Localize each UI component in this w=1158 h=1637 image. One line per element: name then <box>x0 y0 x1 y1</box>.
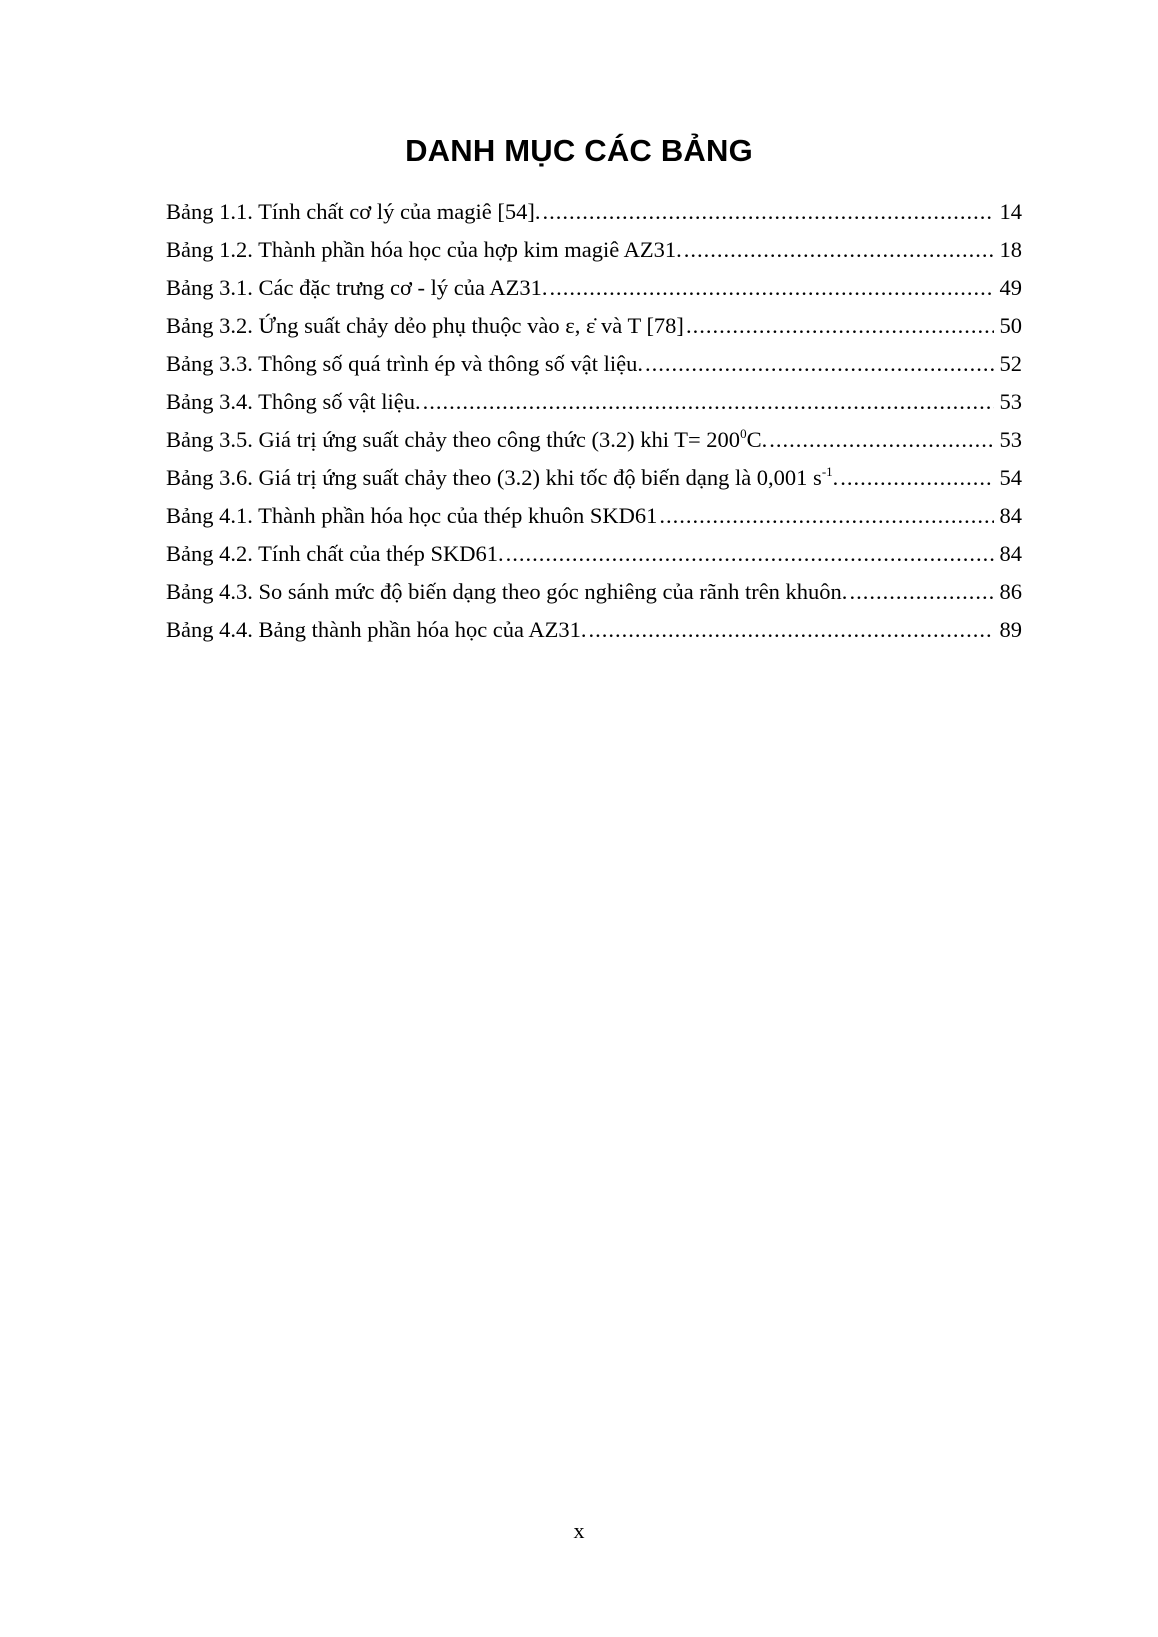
list-item[interactable] <box>166 611 1022 649</box>
entry-label <box>166 421 769 459</box>
entry-label: Bảng 3.4. Thông số vật liệu. <box>166 389 421 414</box>
entry-label <box>166 459 840 497</box>
footer-page-number: x <box>573 1518 585 1543</box>
list-item[interactable] <box>166 269 1022 307</box>
dot-leader <box>684 231 994 269</box>
entry-label: Bảng 3.1. Các đặc trưng cơ - lý của AZ31. <box>166 275 548 300</box>
dot-leader <box>589 611 994 649</box>
entry-page-number: 14 <box>999 199 1022 224</box>
entry-page-number: 84 <box>999 541 1022 566</box>
entry-label-text: Bảng 3.6. Giá trị ứng suất chảy theo (3.2) khi tốc độ biến dạng là 0,001 s <box>166 465 822 490</box>
entry-page-number: 53 <box>999 427 1022 452</box>
entry-page-number: 89 <box>999 617 1022 642</box>
dot-leader <box>543 193 994 231</box>
entry-page-number: 18 <box>999 237 1022 262</box>
list-item[interactable] <box>166 383 1022 421</box>
entry-page-number: 86 <box>999 579 1022 604</box>
superscript-degree: 0 <box>740 426 747 441</box>
entry-label: Bảng 1.2. Thành phần hóa học của hợp kim magiê AZ31. <box>166 237 682 262</box>
entry-label: Bảng 4.3. So sánh mức độ biến dạng theo góc nghiêng của rãnh trên khuôn. <box>166 579 848 604</box>
list-item[interactable] <box>166 345 1022 383</box>
list-item[interactable] <box>166 497 1022 535</box>
entry-label: Bảng 4.1. Thành phần hóa học của thép khuôn SKD61 <box>166 503 658 528</box>
entry-label: Bảng 4.4. Bảng thành phần hóa học của AZ31. <box>166 617 587 642</box>
entry-label: Bảng 3.3. Thông số quá trình ép và thông số vật liệu. <box>166 351 644 376</box>
list-item[interactable] <box>166 573 1022 611</box>
entry-label: Bảng 3.2. Ứng suất chảy dẻo phụ thuộc vào ε, ε̇ và T [78] <box>166 313 684 338</box>
entry-page-number: 49 <box>999 275 1022 300</box>
entry-page-number: 50 <box>999 313 1022 338</box>
entry-label: Bảng 4.2. Tính chất của thép SKD61. <box>166 541 504 566</box>
dot-leader <box>423 383 994 421</box>
list-item[interactable] <box>166 193 1022 231</box>
table-list <box>166 193 1022 649</box>
dot-leader <box>769 421 993 459</box>
dot-leader <box>550 269 994 307</box>
superscript-exponent: -1 <box>821 464 833 479</box>
list-item[interactable] <box>166 459 1022 497</box>
entry-page-number: 53 <box>999 389 1022 414</box>
list-item[interactable] <box>166 231 1022 269</box>
list-item[interactable] <box>166 421 1022 459</box>
list-item[interactable] <box>166 307 1022 345</box>
dot-leader <box>686 307 994 345</box>
page-title: DANH MỤC CÁC BẢNG <box>405 133 753 168</box>
entry-label-tail: C. <box>746 427 768 452</box>
list-item[interactable] <box>166 535 1022 573</box>
entry-label: Bảng 1.1. Tính chất cơ lý của magiê [54]. <box>166 199 541 224</box>
dot-leader <box>645 345 993 383</box>
entry-page-number: 54 <box>999 465 1022 490</box>
entry-page-number: 52 <box>999 351 1022 376</box>
dot-leader <box>849 573 993 611</box>
entry-label-text: Bảng 3.5. Giá trị ứng suất chảy theo công thức (3.2) khi T= 200 <box>166 427 741 452</box>
entry-label-tail: . <box>832 465 839 490</box>
dot-leader <box>840 459 993 497</box>
entry-page-number: 84 <box>999 503 1022 528</box>
dot-leader <box>659 497 993 535</box>
dot-leader <box>506 535 994 573</box>
